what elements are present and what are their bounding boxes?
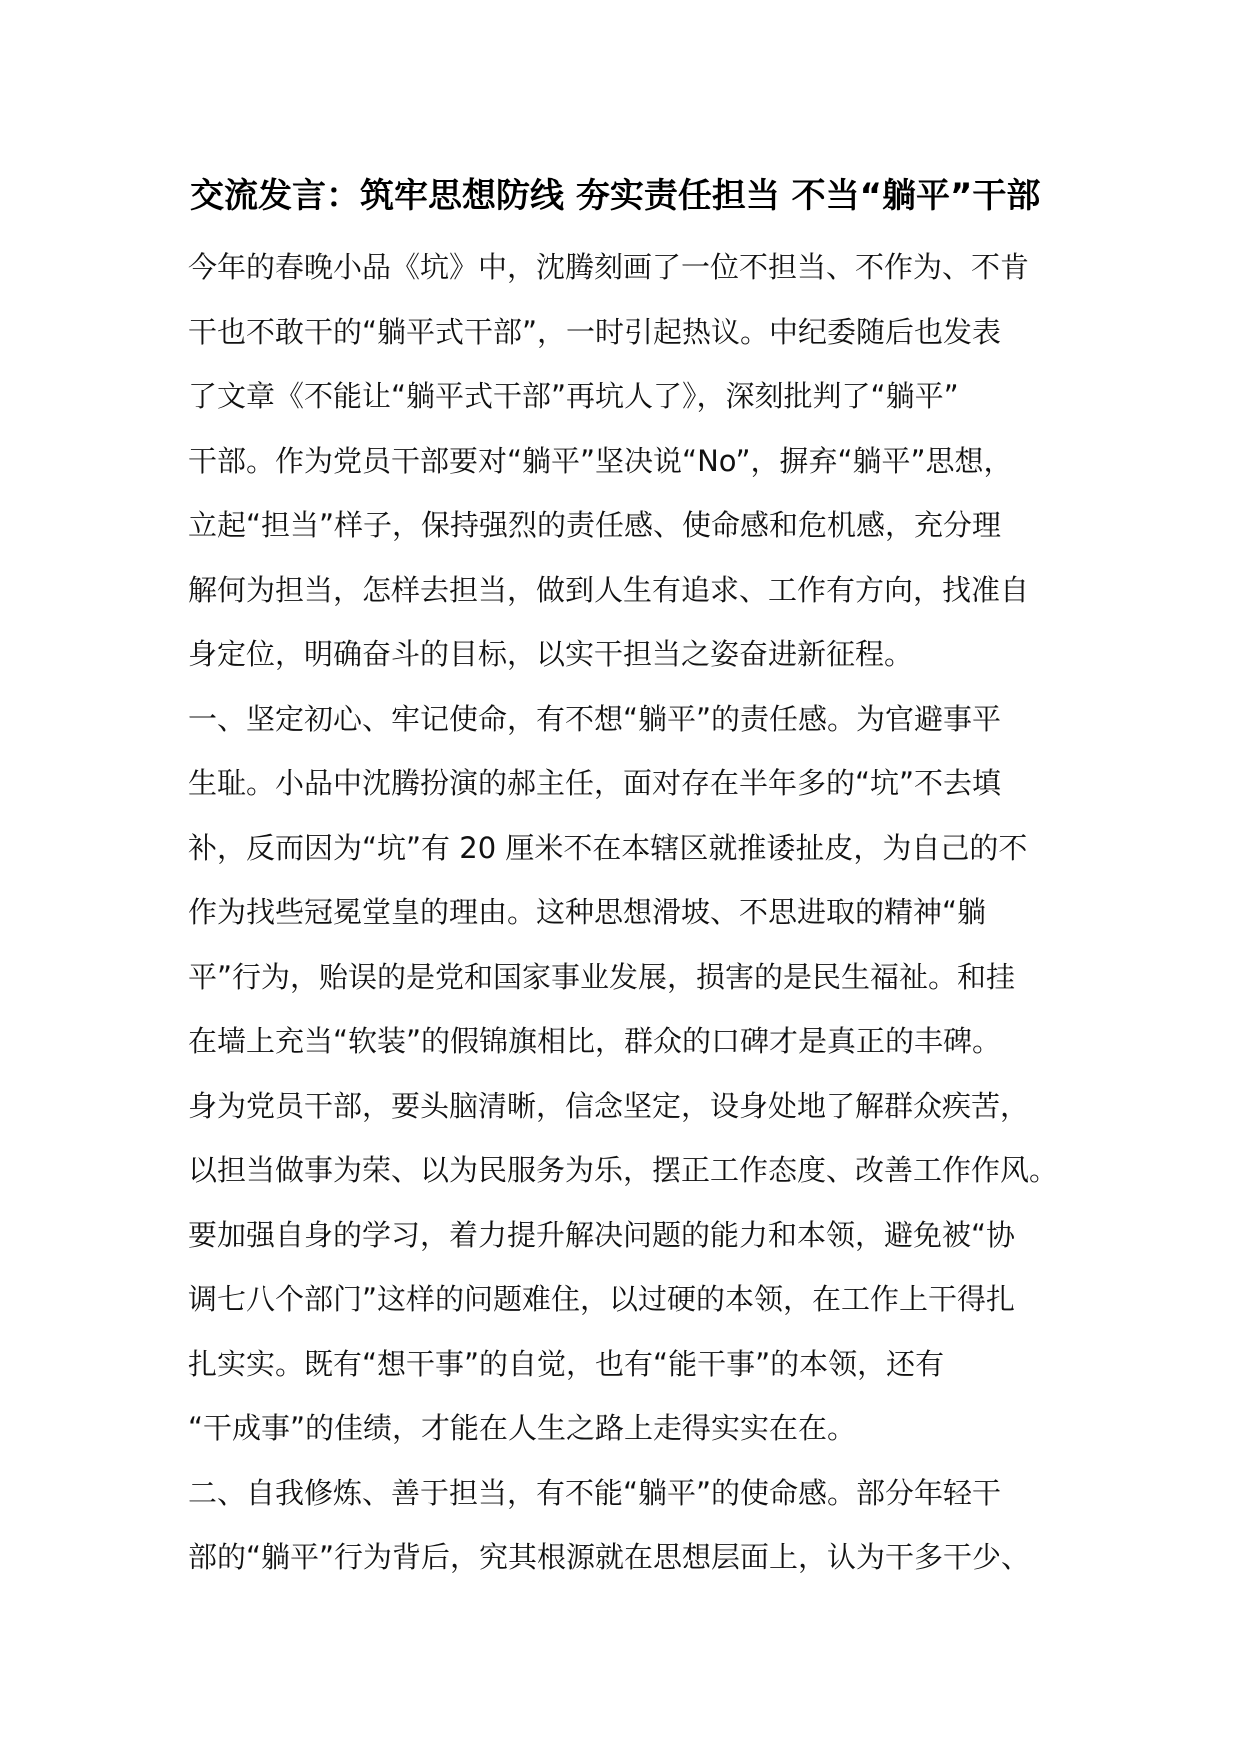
body-line: 扎实实。既有“想干事”的自觉，也有“能干事”的本领，还有 — [188, 1346, 945, 1381]
body-line: 了文章《不能让“躺平式干部”再坑人了》，深刻批判了“躺平” — [188, 379, 959, 413]
body-line: 干也不敢干的“躺平式干部”，一时引起热议。中纪委随后也发表 — [188, 314, 1002, 349]
body-line: 干部。作为党员干部要对“躺平”坚决说“No”，摒弃“躺平”思想， — [188, 443, 1013, 478]
body-line: 解何为担当，怎样去担当，做到人生有追求、工作有方向，找准自 — [188, 572, 1030, 607]
body-line: 调七八个部门”这样的问题难住，以过硬的本领，在工作上干得扎 — [188, 1282, 1016, 1316]
body-line: 立起“担当”样子，保持强烈的责任感、使命感和危机感，充分理 — [188, 508, 1002, 542]
document-title: 交流发言：筑牢思想防线 夯实责任担当 不当“躺平”干部 — [190, 176, 1041, 216]
body-line: 补，反而因为“坑”有 20 厘米不在本辖区就推诿扯皮，为自己的不 — [188, 830, 1028, 865]
body-line: 要加强自身的学习，着力提升解决问题的能力和本领，避免被“协 — [188, 1217, 1016, 1252]
body-line: 身定位，明确奋斗的目标，以实干担当之姿奋进新征程。 — [188, 637, 914, 671]
body-line: 身为党员干部，要头脑清晰，信念坚定，设身处地了解群众疾苦， — [188, 1088, 1030, 1123]
body-line: 以担当做事为荣、以为民服务为乐，摆正工作态度、改善工作作风。 — [188, 1153, 1059, 1187]
body-line: 在墙上充当“软装”的假锦旗相比，群众的口碑才是真正的丰碑。 — [188, 1024, 1002, 1058]
body-line: 部的“躺平”行为背后，究其根源就在思想层面上，认为干多干少、 — [188, 1540, 1031, 1574]
body-line: 生耻。小品中沈腾扮演的郝主任，面对存在半年多的“坑”不去填 — [188, 766, 1002, 800]
body-line: 今年的春晚小品《坑》中，沈腾刻画了一位不担当、不作为、不肯 — [188, 250, 1030, 284]
body-line: 平”行为，贻误的是党和国家事业发展，损害的是民生福祉。和挂 — [188, 959, 1016, 994]
document-body — [188, 235, 1088, 1590]
body-line: 作为找些冠冕堂皇的理由。这种思想滑坡、不思进取的精神“躺 — [188, 895, 987, 929]
body-line: “干成事”的佳绩，才能在人生之路上走得实实在在。 — [188, 1411, 857, 1445]
body-line: 二、自我修炼、善于担当，有不能“躺平”的使命感。部分年轻干 — [188, 1475, 1002, 1510]
body-line: 一、坚定初心、牢记使命，有不想“躺平”的责任感。为官避事平 — [188, 701, 1002, 736]
